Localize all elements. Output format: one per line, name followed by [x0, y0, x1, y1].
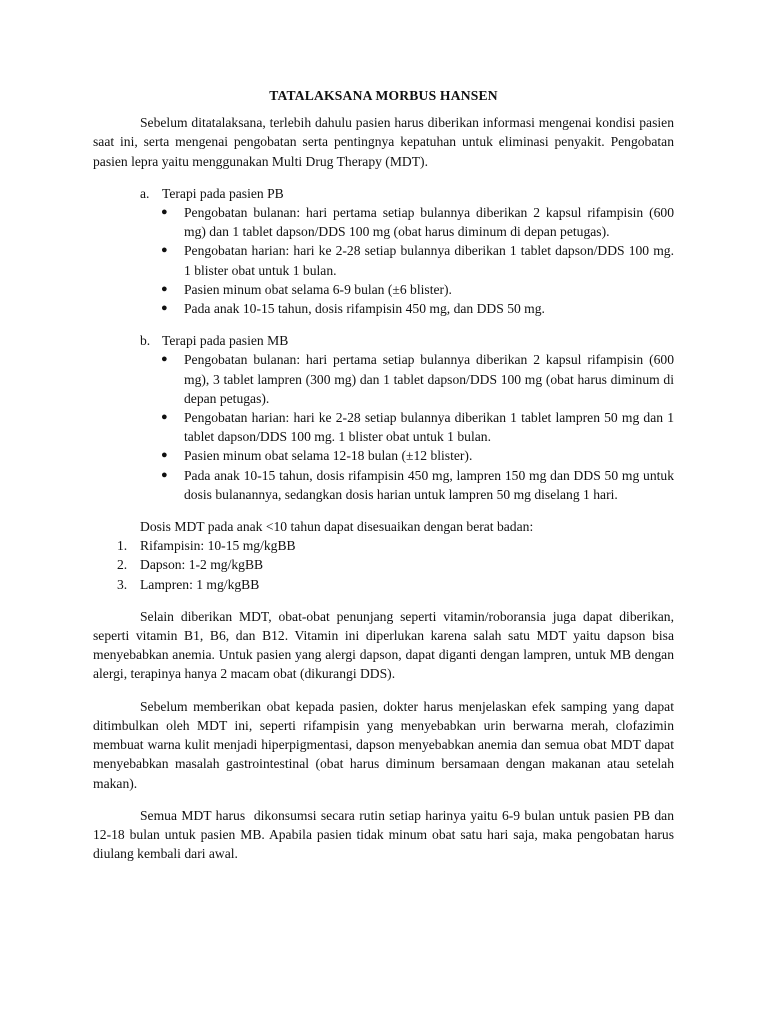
list-item: [161, 446, 674, 465]
section-pb-title: Terapi pada pasien PB: [162, 185, 284, 201]
intro-paragraph: Sebelum ditatalaksana, terlebih dahulu pasien harus diberikan informasi mengenai kondisi pasien saat ini, serta mengenai pengobatan serta pentingnya kepatuhan untuk eliminasi penyakit. Pengobatan pasien lepra yaitu menggunakan Multi Drug Therapy (MDT).: [93, 115, 674, 169]
list-number: 2.: [117, 557, 128, 573]
bullet-icon: ●: [161, 411, 168, 424]
dosis-list: [93, 536, 674, 594]
bullet-icon: ●: [161, 282, 168, 295]
list-item-text: Pengobatan harian: hari ke 2-28 setiap bulannya diberikan 1 tablet lampren 50 mg dan 1 tablet dapson/DDS 100 mg. 1 blister obat untuk 1 bulan.: [184, 410, 674, 445]
section-mb-marker: b.: [140, 333, 151, 349]
dosis-intro: Dosis MDT pada anak <10 tahun dapat disesuaikan dengan berat badan:: [140, 519, 534, 535]
section-pb-marker: a.: [140, 185, 150, 201]
list-item-text: Pengobatan bulanan: hari pertama setiap bulannya diberikan 2 kapsul rifampisin (600 mg), 3 tablet lampren (300 mg) dan 1 tablet dapson/DDS 100 mg (obat harus diminum di depan petugas).: [184, 352, 674, 406]
section-mb-title: Terapi pada pasien MB: [162, 333, 289, 349]
list-item-text: Dapson: 1-2 mg/kgBB: [140, 557, 264, 573]
list-item-text: Pada anak 10-15 tahun, dosis rifampisin 450 mg, dan DDS 50 mg.: [184, 301, 545, 317]
bullet-icon: ●: [161, 353, 168, 366]
list-item-text: Pasien minum obat selama 12-18 bulan (±12 blister).: [184, 448, 473, 464]
bullet-icon: ●: [161, 468, 168, 481]
bullet-icon: ●: [161, 244, 168, 257]
section-mb-heading: [93, 331, 674, 350]
list-item: [161, 203, 674, 241]
section-mb: [93, 331, 674, 504]
list-item-text: Pengobatan harian: hari ke 2-28 setiap bulannya diberikan 1 tablet dapson/DDS 100 mg. 1 blister obat untuk 1 bulan.: [184, 243, 674, 278]
list-item-text: Pasien minum obat selama 6-9 bulan (±6 blister).: [184, 281, 452, 297]
list-item-text: Rifampisin: 10-15 mg/kgBB: [140, 538, 296, 554]
list-number: 1.: [117, 538, 128, 554]
list-item: [161, 350, 674, 408]
penunjang-paragraph: Selain diberikan MDT, obat-obat penunjang seperti vitamin/roboransia juga dapat diberikan, seperti vitamin B1, B6, dan B12. Vitamin ini diperlukan karena salah satu MDT yaitu dapson bisa menyebabkan anemia. Untuk pasien yang alergi dapson, dapat diganti dengan lampren, untuk MB dengan alergi, terapinya hanya 2 macam obat (dikurangi DDS).: [93, 608, 674, 682]
list-item: [161, 466, 674, 504]
section-mb-list: [93, 350, 674, 504]
section-pb: [93, 184, 674, 318]
list-item: [161, 299, 674, 318]
bullet-icon: ●: [161, 206, 168, 219]
list-item: [161, 241, 674, 279]
section-pb-list: [93, 203, 674, 318]
efek-samping-paragraph: Sebelum memberikan obat kepada pasien, dokter harus menjelaskan efek samping yang dapat ditimbulkan oleh MDT ini, seperti rifampisin yang menyebabkan urin berwarna merah, clofazimin membuat warna kulit menjadi hiperpigmentasi, dapson menyebabkan anemia dan semua obat MDT dapat menyebabkan masalah gastrointestinal (obat harus diminum bersamaan dengan makanan atau setelah makan).: [93, 698, 674, 791]
list-number: 3.: [117, 576, 128, 592]
list-item-text: Pengobatan bulanan: hari pertama setiap bulannya diberikan 2 kapsul rifampisin (600 mg) dan 1 tablet dapson/DDS 100 mg (obat harus diminum di depan petugas).: [184, 205, 674, 240]
section-pb-heading: [93, 184, 674, 203]
list-item: [161, 408, 674, 446]
list-item-text: Lampren: 1 mg/kgBB: [140, 576, 260, 592]
list-item-text: Pada anak 10-15 tahun, dosis rifampisin 450 mg, lampren 150 mg dan DDS 50 mg untuk dosis bulanannya, sedangkan dosis harian untuk lampren 50 mg diselang 1 hari.: [184, 467, 674, 502]
list-item: [161, 280, 674, 299]
bullet-icon: ●: [161, 449, 168, 462]
list-item: [117, 536, 674, 555]
bullet-icon: ●: [161, 302, 168, 315]
rutin-paragraph: Semua MDT harus dikonsumsi secara rutin setiap harinya yaitu 6-9 bulan untuk pasien PB dan 12-18 bulan untuk pasien MB. Apabila pasien tidak minum obat satu hari saja, maka pengobatan harus diulang kembali dari awal.: [93, 807, 681, 862]
list-item: [117, 555, 674, 574]
document-title: TATALAKSANA MORBUS HANSEN: [269, 88, 498, 103]
list-item: [117, 575, 674, 594]
